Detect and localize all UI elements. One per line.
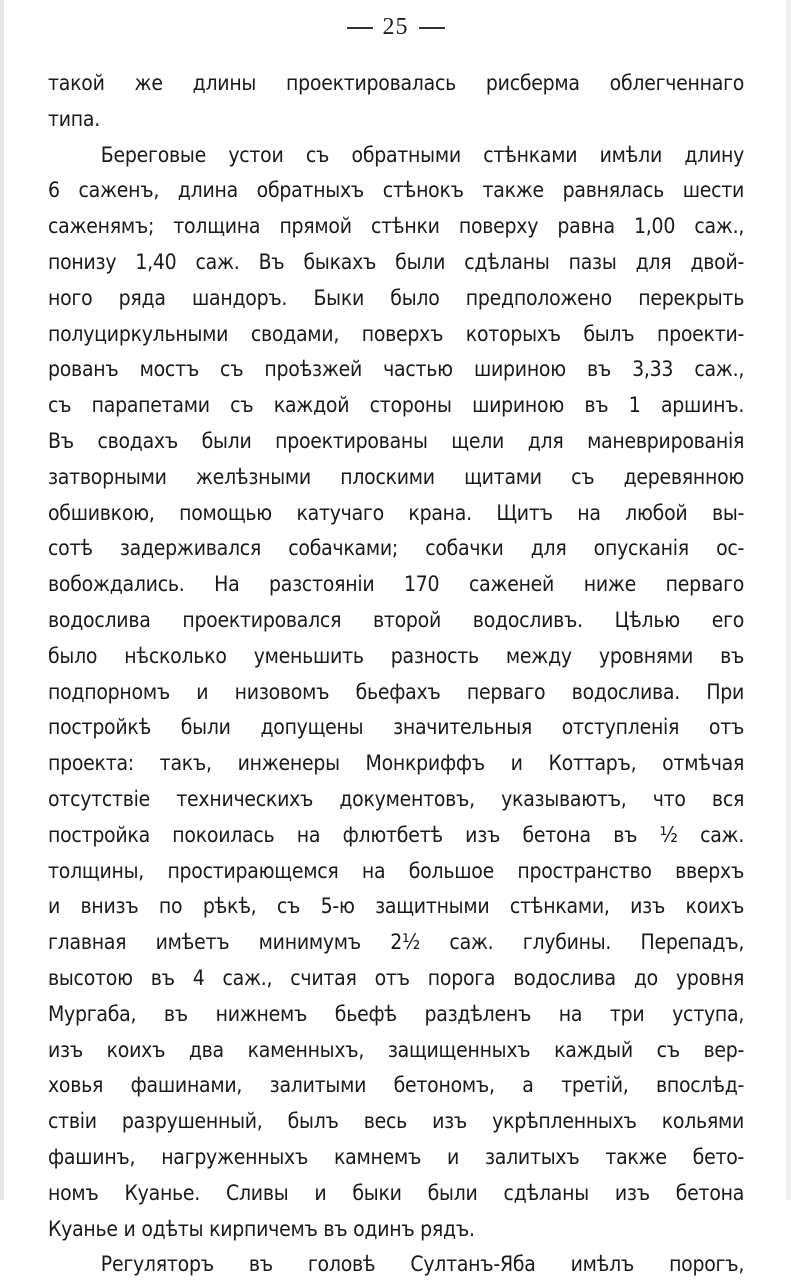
text-line: Куанье и одѣты кирпичемъ въ одинъ рядъ. [48, 1216, 475, 1242]
text-line: сотѣ задерживался собачками; собачки для опусканія ос- [48, 536, 745, 562]
text-line: подпорномъ и низовомъ бьефахъ перваго водослива. При [48, 679, 745, 705]
text-line: полуциркульными сводами, поверхъ которыхъ былъ проекти- [48, 321, 745, 347]
text-line: ховья фашинами, залитыми бетономъ, а третій, впослѣд- [48, 1073, 745, 1099]
text-line: Мургаба, въ нижнемъ бьефѣ раздѣленъ на три уступа, [48, 1001, 745, 1027]
text-line: фашинъ, нагруженныхъ камнемъ и залитыхъ также бето- [48, 1144, 745, 1170]
text-line: толщины, простирающемся на большое пространство вверхъ [48, 858, 745, 884]
text-line: типа. [48, 106, 100, 132]
text-line: постройкѣ были допущены значительныя отступленія отъ [48, 715, 745, 741]
text-line: рованъ мостъ съ проѣзжей частью шириною въ 3,33 саж., [48, 357, 745, 383]
text-line: главная имѣетъ минимумъ 2½ саж. глубины. Перепадъ, [48, 930, 745, 956]
body-text [48, 66, 744, 1283]
text-line: изъ коихъ два каменныхъ, защищенныхъ каждый съ вер- [48, 1037, 745, 1063]
text-line: вобождались. На разстояніи 170 саженей ниже перваго [48, 572, 745, 598]
text-line: Въ сводахъ были проектированы щели для маневрированія [48, 428, 745, 454]
page-number-dash-right [419, 27, 445, 29]
text-line: саженямъ; толщина прямой стѣнки поверху равна 1,00 саж., [48, 214, 745, 240]
text-line: понизу 1,40 саж. Въ быкахъ были сдѣланы пазы для двой- [48, 249, 745, 275]
text-line: ного ряда шандоръ. Быки было предположено перекрыть [48, 285, 745, 311]
text-line: номъ Куанье. Сливы и быки были сдѣланы изъ бетона [48, 1180, 745, 1206]
text-line: отсутствіе техническихъ документовъ, указываютъ, что вся [48, 786, 745, 812]
text-line: ствіи разрушенный, былъ весь изъ укрѣпленныхъ кольями [48, 1109, 745, 1135]
text-line: было нѣсколько уменьшить разность между уровнями въ [48, 643, 745, 669]
text-line: такой же длины проектировалась рисберма облегченнаго [48, 71, 745, 96]
page-number-dash-left [347, 27, 373, 29]
page-number-value: 25 [382, 14, 409, 40]
text-line: съ парапетами съ каждой стороны шириною въ 1 аршинъ. [48, 393, 745, 419]
paragraph-first-line: Береговые устои съ обратными стѣнками имѣли длину [100, 142, 745, 168]
text-line: проекта: такъ, инженеры Монкриффъ и Коттаръ, отмѣчая [48, 751, 745, 777]
page-number [0, 14, 791, 41]
text-line: и внизъ по рѣкѣ, съ 5-ю защитными стѣнками, изъ коихъ [48, 894, 745, 920]
text-line: обшивкою, помощью катучаго крана. Щитъ на любой вы- [48, 500, 745, 526]
text-line: затворными желѣзными плоскими щитами съ деревянною [48, 464, 745, 490]
text-line: постройка покоилась на флютбетѣ изъ бетона въ ½ саж. [48, 822, 745, 848]
text-line: водослива проектировался второй водосливъ. Цѣлью его [48, 607, 745, 633]
text-line: высотою въ 4 саж., считая отъ порога водослива до уровня [48, 965, 745, 991]
paragraph-first-line: Регуляторъ въ головѣ Султанъ-Яба имѣлъ порогъ, [100, 1252, 745, 1278]
page-edge-left [0, 0, 4, 1200]
text-line: 6 саженъ, длина обратныхъ стѣнокъ также равнялась шести [48, 178, 745, 204]
page-edge-right [786, 0, 791, 1200]
